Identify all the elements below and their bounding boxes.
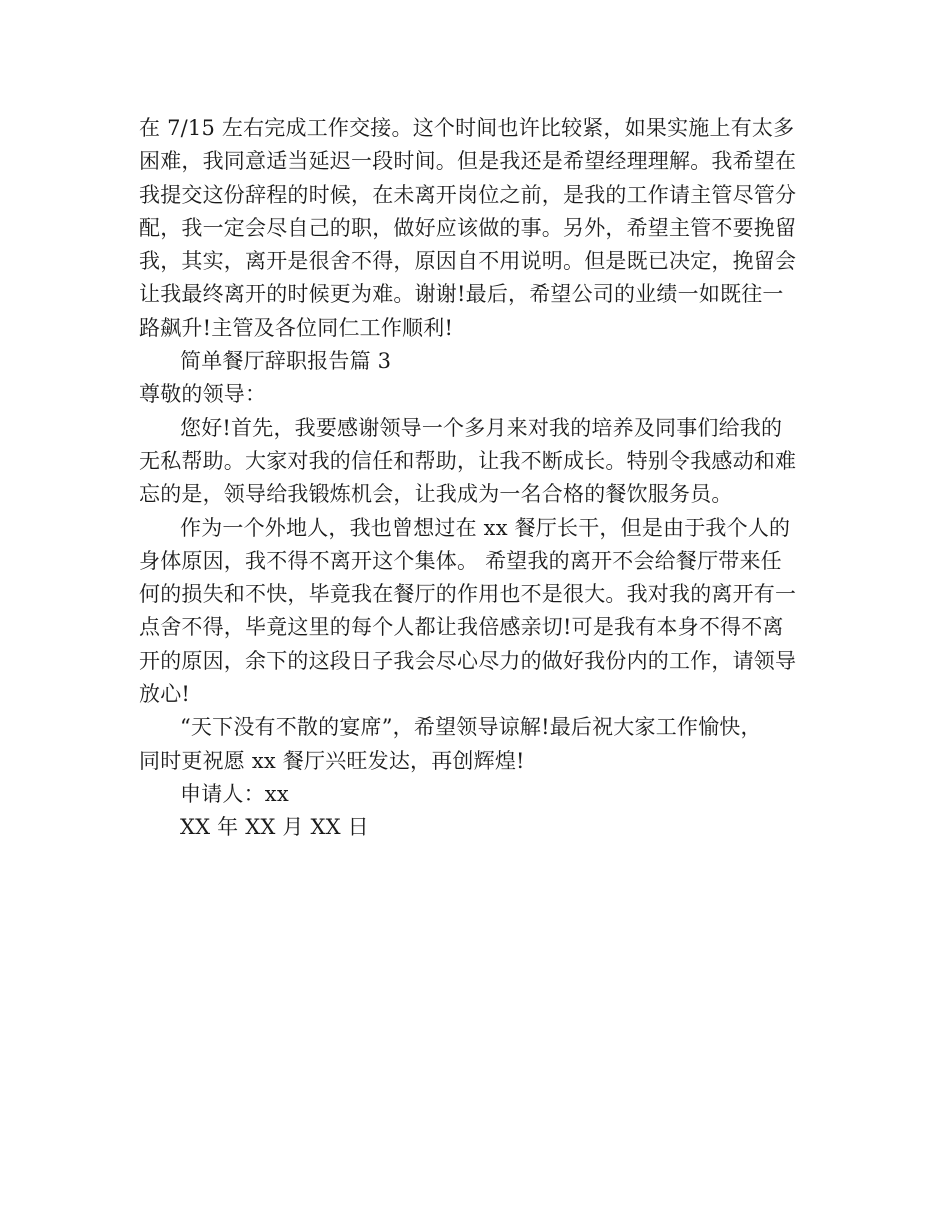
paragraph-line: 放心! [139, 682, 191, 707]
paragraph-line: 忘的是，领导给我锻炼机会，让我成为一名合格的餐饮服务员。 [139, 482, 733, 507]
paragraph-line: 我，其实，离开是很舍不得，原因自不用说明。但是既已决定，挽留会 [139, 249, 797, 274]
date-line: XX 年 XX 月 XX 日 [180, 815, 369, 840]
paragraph-line: 无私帮助。大家对我的信任和帮助，让我不断成长。特别令我感动和难 [139, 448, 797, 473]
salutation: 尊敬的领导： [139, 382, 267, 407]
applicant-signature: 申请人：xx [180, 781, 289, 806]
paragraph-line: 配，我一定会尽自己的职，做好应该做的事。另外，希望主管不要挽留 [139, 215, 797, 240]
paragraph-line: “天下没有不散的宴席”，希望领导谅解!最后祝大家工作愉快， [180, 715, 762, 740]
paragraph-line: 您好!首先，我要感谢领导一个多月来对我的培养及同事们给我的 [180, 415, 783, 440]
paragraph-line: 困难，我同意适当延迟一段时间。但是我还是希望经理理解。我希望在 [139, 149, 797, 174]
paragraph-line: 路飙升!主管及各位同仁工作顺利! [139, 315, 454, 340]
paragraph-line: 作为一个外地人，我也曾想过在 xx 餐厅长干，但是由于我个人的 [180, 515, 791, 540]
paragraph-line: 点舍不得，毕竟这里的每个人都让我倍感亲切!可是我有本身不得不离 [139, 615, 784, 640]
paragraph-line: 我提交这份辞程的时候，在未离开岗位之前，是我的工作请主管尽管分 [139, 182, 797, 207]
paragraph-line: 让我最终离开的时候更为难。谢谢!最后，希望公司的业绩一如既往一 [139, 282, 784, 307]
section-heading: 简单餐厅辞职报告篇 3 [180, 349, 392, 374]
paragraph-line: 同时更祝愿 xx 餐厅兴旺发达，再创辉煌! [139, 748, 525, 773]
paragraph-line: 身体原因，我不得不离开这个集体。 希望我的离开不会给餐厅带来任 [139, 548, 782, 573]
document-body [139, 112, 819, 845]
paragraph-line: 开的原因，余下的这段日子我会尽心尽力的做好我份内的工作，请领导 [139, 648, 797, 673]
paragraph-line: 何的损失和不快，毕竟我在餐厅的作用也不是很大。我对我的离开有一 [139, 582, 797, 607]
paragraph-line: 在 7/15 左右完成工作交接。这个时间也许比较紧，如果实施上有太多 [139, 116, 795, 140]
